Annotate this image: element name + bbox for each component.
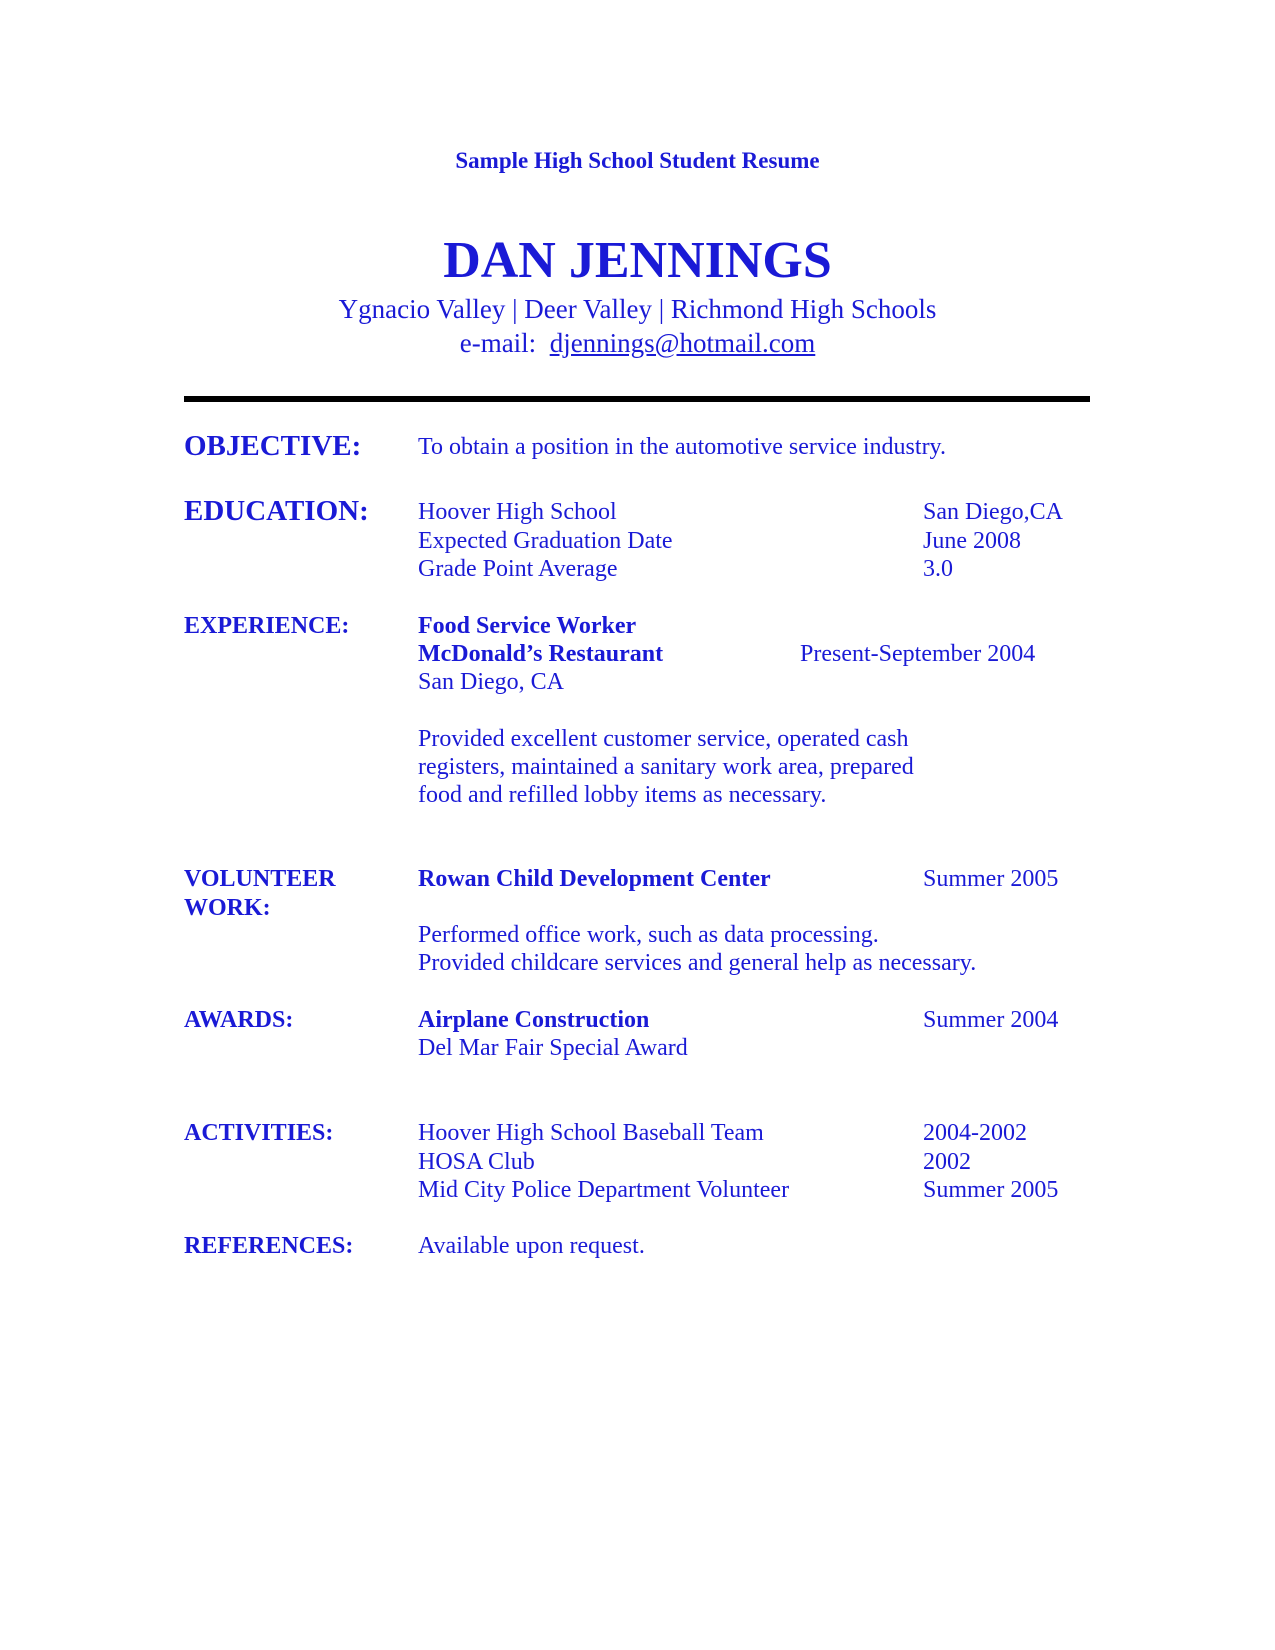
education-label: EDUCATION: [184, 495, 369, 527]
award-dates: Summer 2004 [923, 1007, 1059, 1033]
volunteer-dates: Summer 2005 [923, 866, 1059, 892]
experience-title: Food Service Worker [418, 613, 637, 639]
education-school: Hoover High School [418, 499, 617, 525]
education-graduation-label: Expected Graduation Date [418, 528, 673, 554]
education-graduation-date: June 2008 [923, 528, 1021, 554]
awards-label: AWARDS: [184, 1007, 294, 1033]
email-label: e-mail: [459, 328, 537, 358]
experience-desc-line: food and refilled lobby items as necessary. [418, 782, 827, 808]
experience-location: San Diego, CA [418, 669, 564, 695]
activity-dates: Summer 2005 [923, 1177, 1059, 1203]
volunteer-label-line2: WORK: [184, 895, 271, 921]
experience-label: EXPERIENCE: [184, 613, 350, 639]
volunteer-desc-line: Performed office work, such as data processing. [418, 922, 879, 948]
award-title: Airplane Construction [418, 1007, 650, 1033]
volunteer-label-line1: VOLUNTEER [184, 866, 336, 892]
activity-name: Mid City Police Department Volunteer [418, 1177, 790, 1203]
volunteer-org: Rowan Child Development Center [418, 866, 771, 892]
document-title: Sample High School Student Resume [455, 148, 820, 173]
award-subtitle: Del Mar Fair Special Award [418, 1035, 688, 1061]
references-text: Available upon request. [418, 1233, 645, 1259]
schools-line: Ygnacio Valley | Deer Valley | Richmond High Schools [338, 294, 937, 324]
experience-employer: McDonald’s Restaurant [418, 641, 664, 667]
activities-label: ACTIVITIES: [184, 1120, 334, 1146]
activity-name: Hoover High School Baseball Team [418, 1120, 764, 1146]
experience-desc-line: Provided excellent customer service, operated cash [418, 726, 909, 752]
activity-name: HOSA Club [418, 1149, 535, 1175]
header-divider [184, 396, 1090, 402]
activity-dates: 2004-2002 [923, 1120, 1027, 1146]
experience-dates: Present-September 2004 [800, 641, 1036, 667]
objective-label: OBJECTIVE: [184, 430, 362, 462]
experience-desc-line: registers, maintained a sanitary work area, prepared [418, 754, 914, 780]
activity-dates: 2002 [923, 1149, 971, 1175]
references-label: REFERENCES: [184, 1233, 354, 1259]
education-gpa-label: Grade Point Average [418, 556, 618, 582]
email-link[interactable]: djennings@hotmail.com [549, 328, 816, 358]
education-gpa-value: 3.0 [923, 556, 953, 582]
candidate-name: DAN JENNINGS [443, 232, 832, 289]
education-location: San Diego,CA [923, 499, 1063, 525]
email-line [0, 328, 1275, 359]
objective-text: To obtain a position in the automotive service industry. [418, 434, 946, 460]
volunteer-desc-line: Provided childcare services and general help as necessary. [418, 950, 977, 976]
